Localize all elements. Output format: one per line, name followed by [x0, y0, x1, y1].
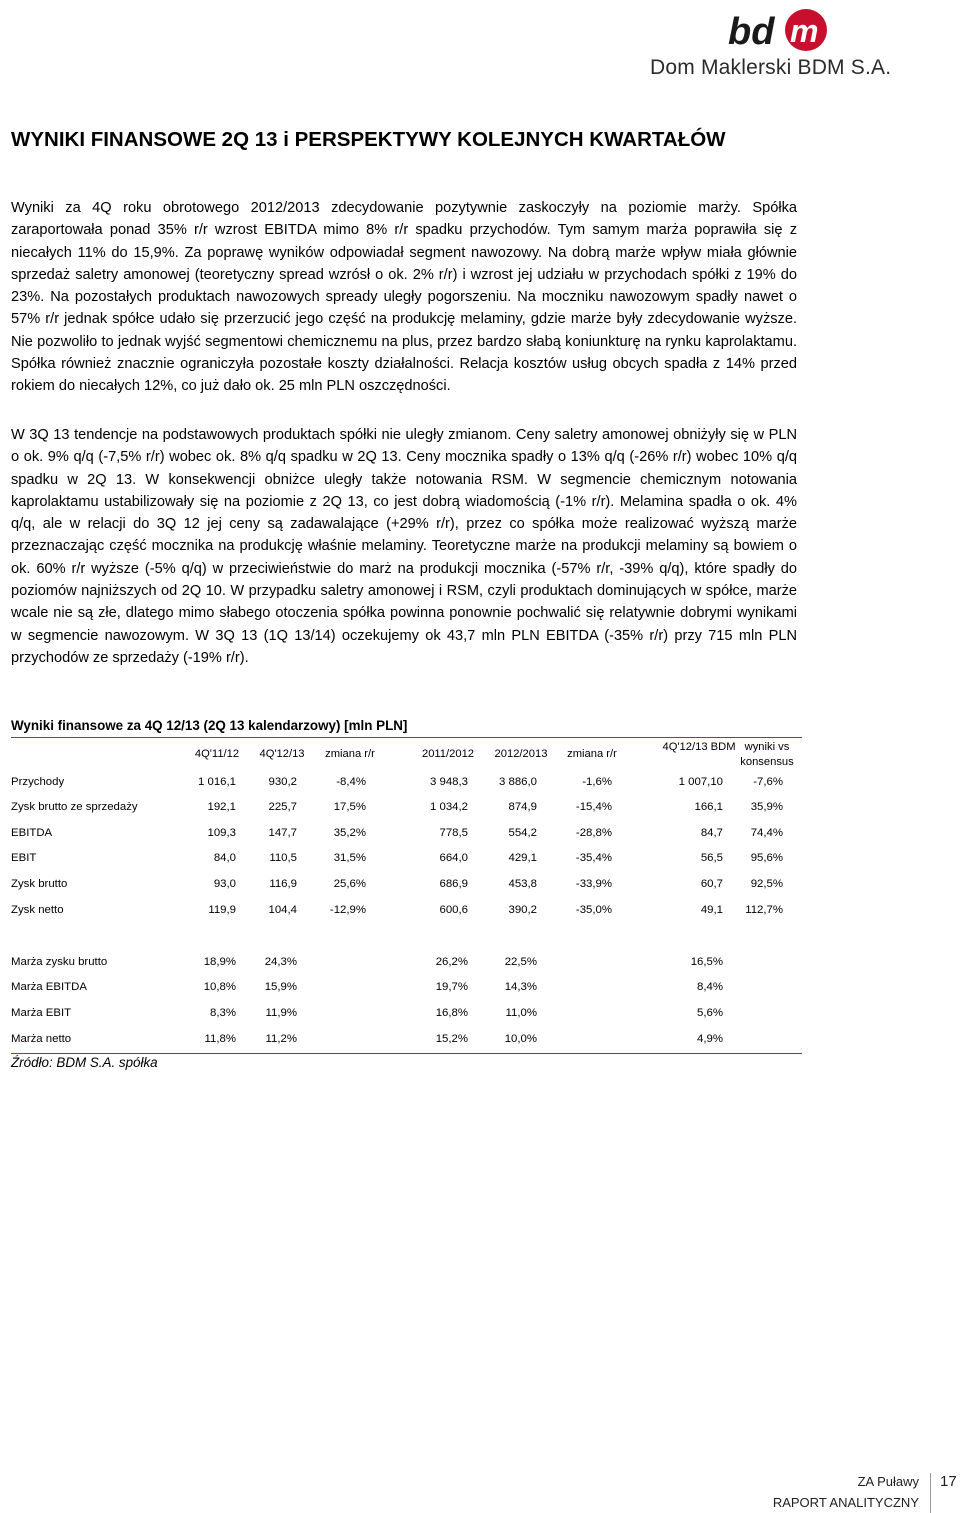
row-label: Marża zysku brutto [11, 956, 108, 968]
table-cell: 11,9% [265, 1007, 297, 1019]
table-row [11, 981, 802, 999]
row-label: EBIT [11, 852, 37, 864]
table-cell: 11,2% [265, 1033, 297, 1045]
table-row [11, 801, 802, 819]
table-cell: -12,9% [329, 904, 366, 916]
table-cell: 49,1 [700, 904, 723, 916]
table-cell: 35,9% [750, 801, 783, 813]
table-cell: 1 016,1 [197, 776, 236, 788]
table-cell: -35,0% [575, 904, 612, 916]
table-cell: 14,3% [504, 981, 537, 993]
table-cell: 22,5% [504, 956, 537, 968]
table-cell: 25,6% [333, 878, 366, 890]
table-row [11, 827, 802, 845]
table-cell: 4,9% [697, 1033, 723, 1045]
table-source: Źródło: BDM S.A. spółka [11, 1055, 158, 1070]
row-label: Zysk brutto ze sprzedaży [11, 801, 138, 813]
table-cell: 10,8% [203, 981, 236, 993]
table-cell: 24,3% [264, 956, 297, 968]
table-cell: 147,7 [268, 827, 297, 839]
table-cell: 31,5% [333, 852, 366, 864]
table-header-cell: zmiana r/r [567, 748, 617, 760]
table-row [11, 852, 802, 870]
row-label: Marża EBITDA [11, 981, 87, 993]
table-cell: 686,9 [439, 878, 468, 890]
table-cell: 119,9 [208, 904, 236, 916]
table-cell: 19,7% [435, 981, 468, 993]
table-cell: 11,0% [505, 1007, 537, 1019]
table-cell: 8,3% [210, 1007, 236, 1019]
page-number: 17 [940, 1473, 957, 1490]
table-top-rule [11, 737, 802, 738]
bdm-logo-mark [728, 6, 838, 52]
table-cell: 778,5 [439, 827, 468, 839]
paragraph-results: Wyniki za 4Q roku obrotowego 2012/2013 zdecydowanie pozytywnie zaskoczyły na poziomie marży. Spółka zaraportowała ponad 35% r/r wzrost EBITDA mimo 8% r/r spadku przychodów. Tym samym marża poprawiła się z niecałych 11% do 15,9%. Za poprawę wyników odpowiadał segment nawozowy. Na dobrą marże wpływ miała głównie sprzedaż saletry amonowej (teoretyczny spread wzrósł o ok. 2% r/r) i wzrost jej udziału w przychodach spółki z 19% do 23%. Na pozostałych produktach nawozowych spready uległy pogorszeniu. Na moczniku nawozowym spadły nawet o 57% r/r jednak spółce udało się przerzucić jego część na produkcję melaminy, gdzie marże były zdecydowanie wyższe. Nie pozwoliło to jednak wyjść segmentowi chemicznemu na plus, przez bardzo słabą koniunkturę na rynku kaprolaktamu. Spółka również znacznie ograniczyła pozostałe koszty działalności. Relacja kosztów usług obcych spadła z 14% przed rokiem do niecałych 12%, co już dało ok. 25 mln PLN oszczędności. [11, 200, 797, 395]
page-title: WYNIKI FINANSOWE 2Q 13 i PERSPEKTYWY KOLEJNYCH KWARTAŁÓW [11, 128, 726, 151]
table-row [11, 878, 802, 896]
table-cell: 429,1 [508, 852, 537, 864]
table-cell: 1 034,2 [429, 801, 468, 813]
row-label: Marża EBIT [11, 1007, 72, 1019]
table-cell: 15,2% [435, 1033, 468, 1045]
row-label: EBITDA [11, 827, 53, 839]
table-row [11, 776, 802, 794]
table-cell: 11,8% [204, 1033, 236, 1045]
table-cell: 92,5% [750, 878, 783, 890]
table-bottom-rule [11, 1053, 802, 1054]
table-cell: 10,0% [504, 1033, 537, 1045]
table-cell: -7,6% [753, 776, 783, 788]
table-caption: Wyniki finansowe za 4Q 12/13 (2Q 13 kalendarzowy) [mln PLN] [11, 718, 408, 733]
table-cell: 390,2 [508, 904, 537, 916]
row-label: Marża netto [11, 1033, 72, 1045]
footer-report-type: RAPORT ANALITYCZNY [772, 1495, 919, 1510]
table-cell: -33,9% [575, 878, 612, 890]
table-cell: 17,5% [333, 801, 366, 813]
table-cell: 3 886,0 [498, 776, 537, 788]
table-cell: 84,0 [213, 852, 236, 864]
table-cell: 74,4% [750, 827, 783, 839]
table-header-cell: 2012/2013 [494, 748, 548, 760]
table-cell: 3 948,3 [429, 776, 468, 788]
table-cell: 93,0 [213, 878, 236, 890]
table-cell: 874,9 [508, 801, 537, 813]
table-header-cell: 4Q'12/13 [259, 748, 305, 760]
table-row [11, 956, 802, 974]
table-cell: 192,1 [207, 801, 236, 813]
table-cell: 60,7 [700, 878, 723, 890]
table-cell: 84,7 [700, 827, 723, 839]
table-cell: 35,2% [333, 827, 366, 839]
table-cell: -35,4% [575, 852, 612, 864]
table-cell: -28,8% [575, 827, 612, 839]
table-cell: -8,4% [336, 776, 366, 788]
table-header-cell: 4Q'11/12 [194, 748, 240, 760]
row-label: Zysk netto [11, 904, 64, 916]
table-cell: 5,6% [697, 1007, 723, 1019]
table-cell: 56,5 [700, 852, 723, 864]
bdm-logo [650, 4, 890, 82]
row-label: Przychody [11, 776, 65, 788]
svg-text:m: m [790, 13, 819, 49]
table-header-cell: wyniki vs konsensus [740, 741, 794, 768]
table-cell: 26,2% [435, 956, 468, 968]
table-cell: 8,4% [697, 981, 723, 993]
table-header-cell: 2011/2012 [421, 748, 475, 760]
table-row [11, 1033, 802, 1051]
table-cell: 18,9% [203, 956, 236, 968]
svg-text:bd: bd [728, 11, 775, 52]
table-cell: 104,4 [268, 904, 297, 916]
table-cell: 664,0 [439, 852, 468, 864]
table-cell: 554,2 [508, 827, 537, 839]
table-cell: 1 007,10 [678, 776, 723, 788]
table-row [11, 904, 802, 922]
table-cell: 453,8 [508, 878, 537, 890]
table-cell: 166,1 [694, 801, 723, 813]
table-cell: 109,3 [207, 827, 236, 839]
footer-separator [930, 1473, 931, 1513]
table-cell: 110,5 [269, 852, 297, 864]
row-label: Zysk brutto [11, 878, 68, 890]
table-header-cell: zmiana r/r [325, 748, 375, 760]
company-name: Dom Maklerski BDM S.A. [650, 56, 892, 79]
table-cell: 600,6 [439, 904, 468, 916]
table-cell: 16,5% [690, 956, 723, 968]
table-cell: 225,7 [268, 801, 297, 813]
table-cell: -15,4% [575, 801, 612, 813]
table-cell: 16,8% [435, 1007, 468, 1019]
paragraph-outlook: W 3Q 13 tendencje na podstawowych produktach spółki nie uległy zmianom. Ceny saletry amonowej obniżyły się w PLN o ok. 9% q/q (-7,5% r/r) wobec ok. 8% q/q spadku w 2Q 13. Ceny mocznika spadły o 13% q/q (-26% r/r) wobec 10% q/q spadku w 2Q 13. W konsekwencji obniżce uległy także notowania RSM. W segmencie chemicznym notowania kaprolaktamu ustabilizowały się na poziomie z 2Q 13, co jest dobrą wiadomością (-1% r/r). Melamina spadła o ok. 4% q/q, ale w relacji do 3Q 12 jej ceny są zadawalające (+29% r/r), przez co spółka może realizować wyższą marże przeznaczając część mocznika na produkcję właśnie melaminy. Teoretyczne marże na produkcji melaminy są bowiem o ok. 60% r/r wyższe (-5% q/q) w przeciwieństwie do marż na produkcji mocznika (-57% r/r, -39% q/q), które spadły do poziomów najniższych od 2Q 10. W przypadku saletry amonowej i RSM, czyli produktach dominujących w spółce, marże wcale nie są złe, dlatego mimo słabego otoczenia spółka powinna ponownie pochwalić się relatywnie dobrymi wynikami w segmencie nawozowym. W 3Q 13 (1Q 13/14) oczekujemy ok 43,7 mln PLN EBITDA (-35% r/r) przy 715 mln PLN przychodów ze sprzedaży (-19% r/r). [11, 427, 797, 666]
table-cell: 95,6% [750, 852, 783, 864]
table-cell: -1,6% [582, 776, 612, 788]
table-cell: 930,2 [268, 776, 297, 788]
table-header-cell: 4Q'12/13 BDM [662, 741, 736, 753]
table-row [11, 1007, 802, 1025]
footer-company: ZA Puławy [857, 1474, 919, 1489]
table-cell: 15,9% [264, 981, 297, 993]
table-cell: 112,7% [745, 904, 783, 916]
table-cell: 116,9 [269, 878, 297, 890]
